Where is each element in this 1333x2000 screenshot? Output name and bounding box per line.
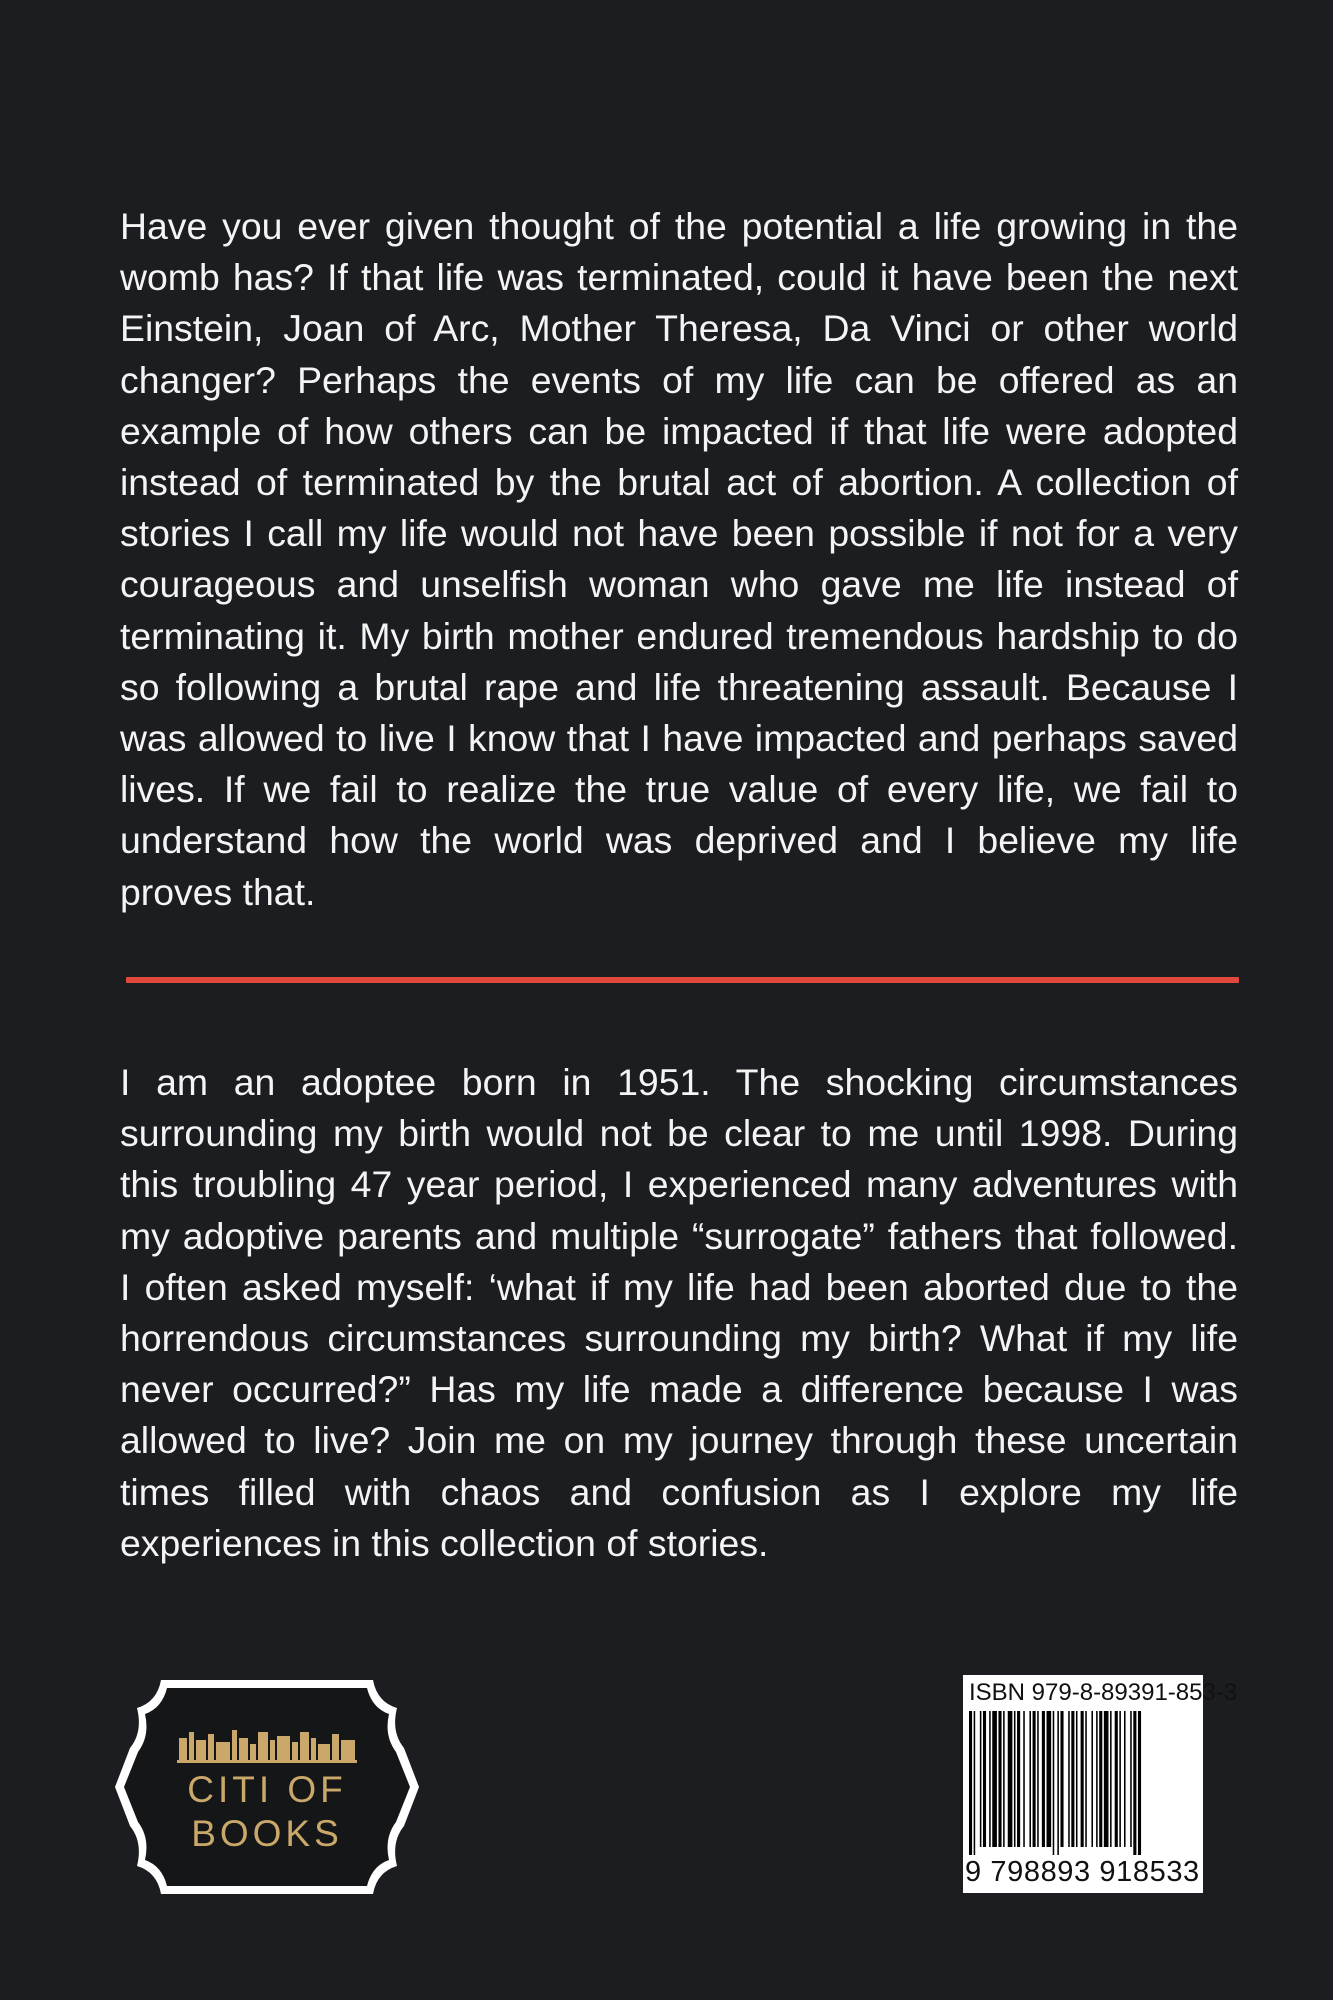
publisher-name-line-2: BOOKS (191, 1813, 343, 1854)
blurb-paragraph-1: Have you ever given thought of the potential a life growing in the womb has? If that life was terminated, could it have been the next Einstein, Joan of Arc, Mother Theresa, Da Vinci or other world changer? Perhaps the events of my life can be offered as an example of how others can be impacted if that life were adopted instead of terminated by the brutal act of abortion. A collection of stories I call my life would not have been possible if not for a very courageous and unselfish woman who gave me life instead of terminating it. My birth mother endured tremendous hardship to do so following a brutal rape and life threatening assault. Because I was allowed to live I know that I have impacted and perhaps saved lives. If we fail to realize the true value of every life, we fail to understand how the world was deprived and I believe my life proves that. (120, 205, 1238, 913)
isbn-label: ISBN 979-8-89391-853-3 (969, 1679, 1238, 1706)
publisher-name (115, 1768, 419, 1856)
red-divider (126, 977, 1239, 983)
publisher-name-line-1: CITI OF (187, 1769, 347, 1810)
blurb-paragraph-2: I am an adoptee born in 1951. The shocking circumstances surrounding my birth would not be clear to me until 1998. During this troubling 47 year period, I experienced many adventures with my adoptive parents and multiple “surrogate” fathers that followed. I often asked myself: ‘what if my life had been aborted due to the horrendous circumstances surrounding my birth? What if my life never occurred?” Has my life made a difference because I was allowed to live? Join me on my journey through these uncertain times filled with chaos and confusion as I explore my life experiences in this collection of stories. (120, 1061, 1238, 1564)
barcode-digits: 9 798893 918533 (965, 1856, 1200, 1888)
isbn-barcode (963, 1675, 1238, 1893)
barcode-bars-icon (969, 1711, 1197, 1855)
publisher-logo (115, 1680, 419, 1894)
